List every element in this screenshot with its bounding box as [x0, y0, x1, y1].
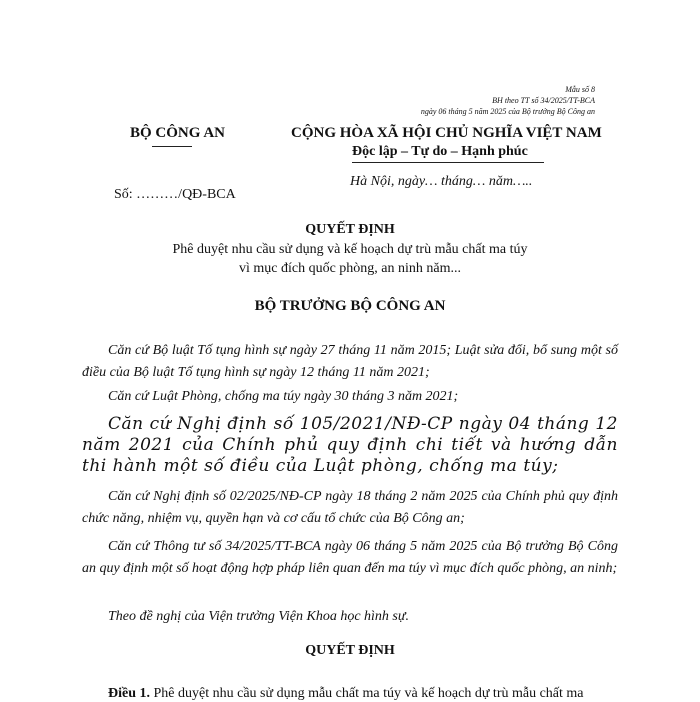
- legal-basis-item: Căn cứ Thông tư số 34/2025/TT-BCA ngày 06 tháng 5 năm 2025 của Bộ trưởng Bộ Công an quy định một số hoạt động hợp pháp liên quan đến ma túy vì mục đích quốc phòng, an ninh;: [82, 539, 618, 576]
- issuing-agency: BỘ CÔNG AN: [130, 125, 226, 141]
- form-basis: BH theo TT số 34/2025/TT-BCA: [492, 96, 595, 105]
- form-issued-date: ngày 06 tháng 5 năm 2025 của Bộ trưởng Bộ Công an: [420, 107, 595, 116]
- document-subject-line-1: Phê duyệt nhu cầu sử dụng và kế hoạch dự trù mẫu chất ma túy: [172, 242, 528, 257]
- document-subject-line-2: vì mục đích quốc phòng, an ninh năm...: [238, 261, 462, 276]
- article-1-label: Điều 1.: [108, 686, 150, 701]
- document-type-heading: QUYẾT ĐỊNH: [305, 222, 395, 237]
- legal-basis-item: Căn cứ Nghị định số 02/2025/NĐ-CP ngày 18 tháng 2 năm 2025 của Chính phủ quy định chức năng, nhiệm vụ, quyền hạn và cơ cấu tổ chức của Bộ Công an;: [82, 489, 618, 526]
- place-and-date: Hà Nội, ngày… tháng… năm…..: [350, 174, 533, 189]
- legal-basis-item: Căn cứ Bộ luật Tố tụng hình sự ngày 27 tháng 11 năm 2015; Luật sửa đổi, bổ sung một số điều của Bộ luật Tố tụng hình sự ngày 12 tháng 11 năm 2021;: [82, 343, 618, 380]
- decision-heading: QUYẾT ĐỊNH: [305, 643, 395, 658]
- issuing-authority: BỘ TRƯỞNG BỘ CÔNG AN: [254, 298, 446, 314]
- document-number: Số: ………/QĐ-BCA: [114, 187, 236, 202]
- legal-basis-item: Căn cứ Nghị định số 105/2021/NĐ-CP ngày 04 tháng 12 năm 2021 của Chính phủ quy định chi tiết và hướng dẫn thi hành một số điều của Luật phòng, chống ma túy;: [82, 414, 618, 476]
- national-motto: Độc lập – Tự do – Hạnh phúc: [352, 144, 528, 159]
- legal-basis-item: Theo đề nghị của Viện trưởng Viện Khoa học hình sự.: [108, 609, 410, 624]
- agency-underline: [152, 146, 192, 147]
- form-reference-note: [421, 84, 595, 117]
- article-1-text: Phê duyệt nhu cầu sử dụng mẫu chất ma túy và kế hoạch dự trù mẫu chất ma: [150, 686, 584, 701]
- form-number: Mẫu số 8: [565, 85, 595, 94]
- national-title: CỘNG HÒA XÃ HỘI CHỦ NGHĨA VIỆT NAM: [291, 125, 602, 141]
- legal-basis-item: Căn cứ Luật Phòng, chống ma túy ngày 30 tháng 3 năm 2021;: [108, 389, 459, 404]
- motto-underline: [352, 162, 544, 163]
